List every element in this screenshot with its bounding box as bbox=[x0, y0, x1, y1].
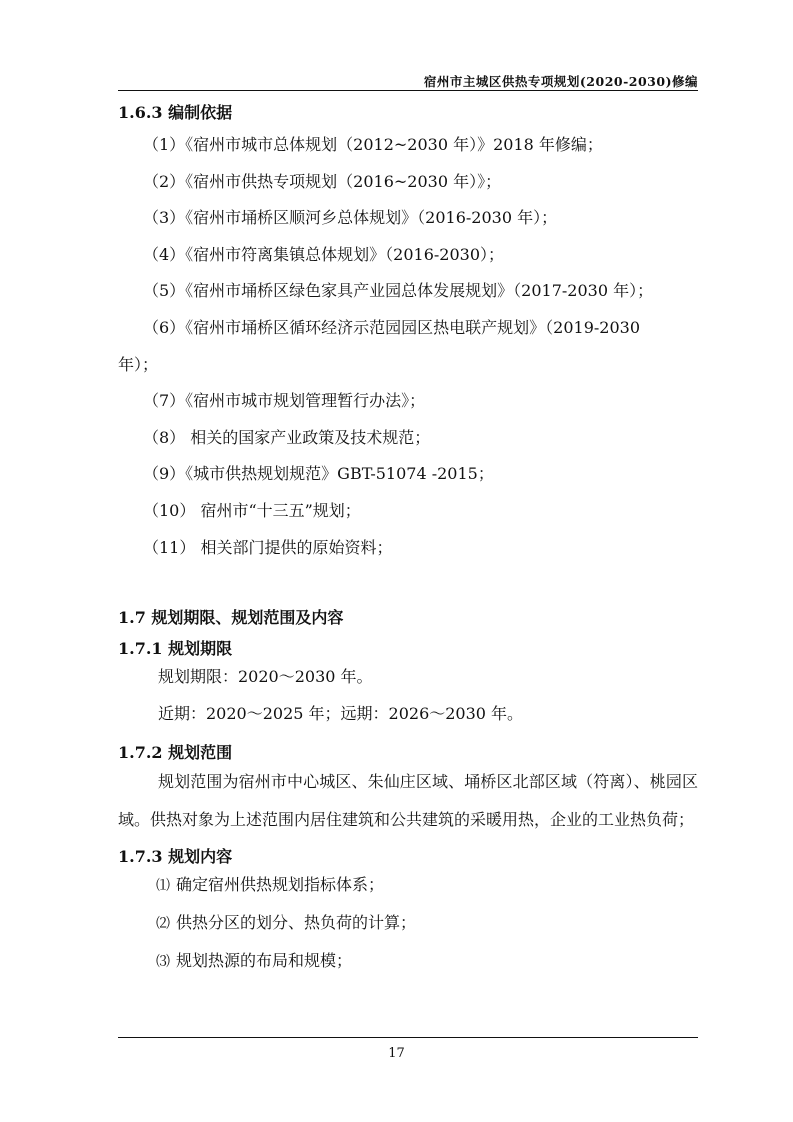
page-body bbox=[118, 96, 698, 980]
item-text: 确定宿州供热规划指标体系； bbox=[176, 875, 385, 895]
reference-item: （3）《宿州市埇桥区顺河乡总体规划》（2016-2030 年）； bbox=[143, 208, 558, 228]
reference-item-continuation: 年）； bbox=[118, 354, 159, 374]
reference-item: （7）《宿州市城市规划管理暂行办法》； bbox=[143, 391, 426, 411]
item-text: 供热分区的划分、热负荷的计算； bbox=[176, 912, 417, 932]
section-heading-1-7-1: 1.7.1 规划期限 bbox=[118, 639, 233, 659]
page-number: 17 bbox=[388, 1046, 405, 1061]
reference-item: （9）《城市供热规划规范》GBT-51074 -2015； bbox=[143, 464, 494, 484]
section-heading-1-7-2: 1.7.2 规划范围 bbox=[118, 743, 233, 763]
section-heading-1-7-3: 1.7.3 规划内容 bbox=[118, 847, 233, 867]
reference-item: （6）《宿州市埇桥区循环经济示范园园区热电联产规划》（2019-2030 bbox=[143, 317, 641, 337]
content-list-item bbox=[118, 867, 698, 905]
content-list-item bbox=[118, 943, 698, 981]
item-text: 规划热源的布局和规模； bbox=[176, 950, 353, 970]
reference-item: （10） 宿州市“十三五”规划； bbox=[143, 500, 361, 520]
item-number: ⑴ bbox=[156, 878, 170, 895]
reference-item-wrapped bbox=[118, 310, 698, 383]
planning-phases-text: 近期：2020～2025 年；远期：2026～2030 年。 bbox=[158, 703, 524, 723]
content-list-item bbox=[118, 905, 698, 943]
reference-item: （2）《宿州市供热专项规划（2016~2030 年）》； bbox=[143, 171, 502, 191]
reference-item: （5）《宿州市埇桥区绿色家具产业园总体发展规划》（2017-2030 年）； bbox=[143, 281, 654, 301]
section-heading-1-7: 1.7 规划期限、规划范围及内容 bbox=[118, 608, 344, 628]
item-number: ⑶ bbox=[156, 953, 170, 970]
item-number: ⑵ bbox=[156, 915, 170, 932]
planning-scope-paragraph: 规划范围为宿州市中心城区、朱仙庄区域、埇桥区北部区域（符离）、桃园区域。供热对象为上述范围内居住建筑和公共建筑的采暖用热，企业的工业热负荷； bbox=[118, 772, 698, 829]
reference-item: （8） 相关的国家产业政策及技术规范； bbox=[143, 427, 431, 447]
section-heading-1-6-3: 1.6.3 编制依据 bbox=[118, 103, 233, 122]
header-divider bbox=[118, 90, 698, 91]
reference-item: （1）《宿州市城市总体规划（2012~2030 年）》2018 年修编； bbox=[143, 135, 603, 154]
footer-divider bbox=[118, 1037, 698, 1038]
reference-item: （4）《宿州市符离集镇总体规划》（2016-2030）； bbox=[143, 244, 505, 264]
planning-period-text: 规划期限：2020～2030 年。 bbox=[158, 667, 373, 687]
reference-item: （11） 相关部门提供的原始资料； bbox=[143, 537, 393, 557]
running-header: 宿州市主城区供热专项规划(2020-2030)修编 bbox=[423, 74, 698, 89]
